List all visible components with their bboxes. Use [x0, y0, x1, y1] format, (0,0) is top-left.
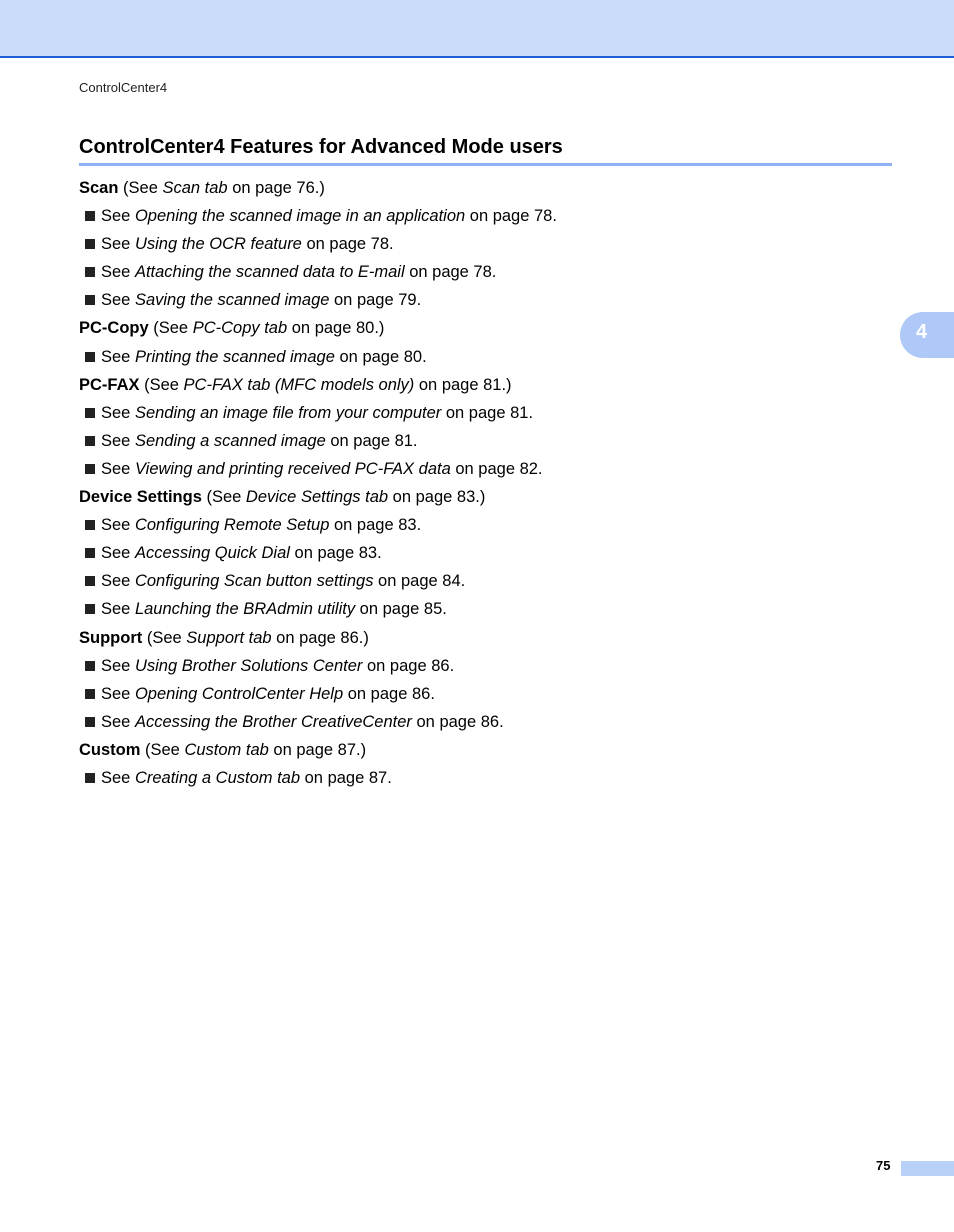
item-topic-link[interactable]: Sending an image file from your computer: [134, 403, 442, 422]
page-title: ControlCenter4 Features for Advanced Mode users: [79, 136, 563, 158]
section-page-ref: on page 83.): [388, 488, 486, 507]
section-page-ref: on page 81.): [414, 375, 512, 394]
list-item: [79, 652, 879, 680]
square-bullet-icon: [85, 661, 95, 671]
item-page-ref: on page 86.: [343, 684, 435, 703]
item-topic-link[interactable]: Saving the scanned image: [134, 291, 330, 310]
section-name: Custom: [79, 740, 141, 759]
page-number: 75: [876, 1158, 891, 1173]
list-item: [79, 680, 879, 708]
item-topic-link[interactable]: Accessing Quick Dial: [134, 544, 290, 563]
square-bullet-icon: [85, 295, 95, 305]
item-topic-link[interactable]: Viewing and printing received PC-FAX data: [134, 459, 451, 478]
item-see-label: See: [101, 544, 135, 563]
square-bullet-icon: [85, 211, 95, 221]
item-topic-link[interactable]: Configuring Scan button settings: [134, 572, 374, 591]
chapter-number: 4: [916, 321, 928, 343]
item-see-label: See: [101, 459, 135, 478]
item-see-label: See: [101, 516, 135, 535]
section-name: PC-Copy: [79, 319, 149, 338]
list-item: [79, 286, 879, 314]
section-heading: [79, 736, 879, 764]
item-topic-link[interactable]: Sending a scanned image: [134, 431, 326, 450]
section-name: Scan: [79, 179, 119, 197]
item-page-ref: on page 83.: [329, 516, 422, 535]
item-see-label: See: [101, 207, 135, 226]
list-item: [79, 539, 879, 567]
square-bullet-icon: [85, 576, 95, 586]
section-tab-link[interactable]: Custom tab: [184, 740, 269, 759]
item-page-ref: on page 87.: [300, 768, 392, 787]
square-bullet-icon: [85, 717, 95, 727]
list-item: [79, 202, 879, 230]
item-see-label: See: [101, 263, 135, 282]
chapter-tab: [900, 312, 954, 358]
square-bullet-icon: [85, 520, 95, 530]
item-topic-link[interactable]: Opening the scanned image in an application: [134, 207, 466, 226]
item-page-ref: on page 83.: [289, 544, 382, 563]
list-item: [79, 343, 879, 371]
square-bullet-icon: [85, 548, 95, 558]
item-topic-link[interactable]: Creating a Custom tab: [134, 768, 301, 787]
section-tab-link[interactable]: PC-Copy tab: [192, 319, 288, 338]
item-page-ref: on page 84.: [373, 572, 466, 591]
section-tab-link[interactable]: Scan tab: [162, 179, 228, 197]
square-bullet-icon: [85, 408, 95, 418]
running-header: ControlCenter4: [79, 80, 168, 95]
list-item: [79, 230, 879, 258]
item-topic-link[interactable]: Launching the BRAdmin utility: [134, 600, 356, 619]
list-item: [79, 567, 879, 595]
item-topic-link[interactable]: Using the OCR feature: [134, 235, 302, 254]
item-page-ref: on page 80.: [334, 347, 427, 366]
section-see-prefix: (See: [118, 179, 163, 197]
section-see-prefix: (See: [140, 740, 185, 759]
section-name: Device Settings: [79, 488, 202, 507]
section-name: PC-FAX: [79, 375, 140, 394]
section-tab-link[interactable]: Device Settings tab: [245, 488, 389, 507]
feature-list: [79, 174, 879, 792]
item-page-ref: on page 86.: [411, 712, 504, 731]
section-heading: [79, 174, 879, 202]
square-bullet-icon: [85, 689, 95, 699]
item-see-label: See: [101, 572, 135, 591]
item-topic-link[interactable]: Configuring Remote Setup: [134, 516, 330, 535]
item-page-ref: on page 81.: [325, 431, 418, 450]
section-see-prefix: (See: [148, 319, 193, 338]
item-see-label: See: [101, 656, 135, 675]
item-see-label: See: [101, 768, 135, 787]
item-topic-link[interactable]: Using Brother Solutions Center: [134, 656, 363, 675]
item-see-label: See: [101, 684, 135, 703]
section-page-ref: on page 86.): [271, 628, 369, 647]
item-topic-link[interactable]: Printing the scanned image: [134, 347, 335, 366]
section-tab-link[interactable]: PC-FAX tab (MFC models only): [183, 375, 415, 394]
item-see-label: See: [101, 403, 135, 422]
item-page-ref: on page 78.: [404, 263, 497, 282]
item-page-ref: on page 86.: [362, 656, 455, 675]
list-item: [79, 764, 879, 792]
square-bullet-icon: [85, 773, 95, 783]
section-heading: [79, 624, 879, 652]
item-page-ref: on page 78.: [465, 207, 557, 226]
list-item: [79, 511, 879, 539]
section-see-prefix: (See: [142, 628, 187, 647]
heading-underline: [79, 163, 892, 166]
item-page-ref: on page 78.: [301, 235, 394, 254]
square-bullet-icon: [85, 604, 95, 614]
section-heading: [79, 314, 879, 342]
list-item: [79, 258, 879, 286]
list-item: [79, 595, 879, 623]
item-topic-link[interactable]: Accessing the Brother CreativeCenter: [134, 712, 412, 731]
item-see-label: See: [101, 600, 135, 619]
item-see-label: See: [101, 712, 135, 731]
item-page-ref: on page 85.: [355, 600, 447, 619]
item-see-label: See: [101, 235, 135, 254]
section-page-ref: on page 87.): [268, 740, 367, 759]
item-page-ref: on page 79.: [329, 291, 422, 310]
item-see-label: See: [101, 347, 135, 366]
section-tab-link[interactable]: Support tab: [186, 628, 272, 647]
section-see-prefix: (See: [139, 375, 184, 394]
section-page-ref: on page 80.): [287, 319, 385, 338]
item-see-label: See: [101, 291, 135, 310]
item-page-ref: on page 82.: [450, 459, 543, 478]
item-topic-link[interactable]: Attaching the scanned data to E-mail: [134, 263, 405, 282]
section-heading: [79, 483, 879, 511]
square-bullet-icon: [85, 436, 95, 446]
square-bullet-icon: [85, 267, 95, 277]
section-see-prefix: (See: [201, 488, 246, 507]
item-topic-link[interactable]: Opening ControlCenter Help: [134, 684, 344, 703]
square-bullet-icon: [85, 352, 95, 362]
item-page-ref: on page 81.: [441, 403, 534, 422]
list-item: [79, 399, 879, 427]
list-item: [79, 427, 879, 455]
item-see-label: See: [101, 431, 135, 450]
square-bullet-icon: [85, 239, 95, 249]
section-name: Support: [79, 628, 143, 647]
footer-bar: [901, 1161, 954, 1176]
list-item: [79, 708, 879, 736]
top-header-band: [0, 0, 954, 58]
list-item: [79, 455, 879, 483]
section-page-ref: on page 76.): [227, 179, 325, 197]
section-heading: [79, 371, 879, 399]
square-bullet-icon: [85, 464, 95, 474]
